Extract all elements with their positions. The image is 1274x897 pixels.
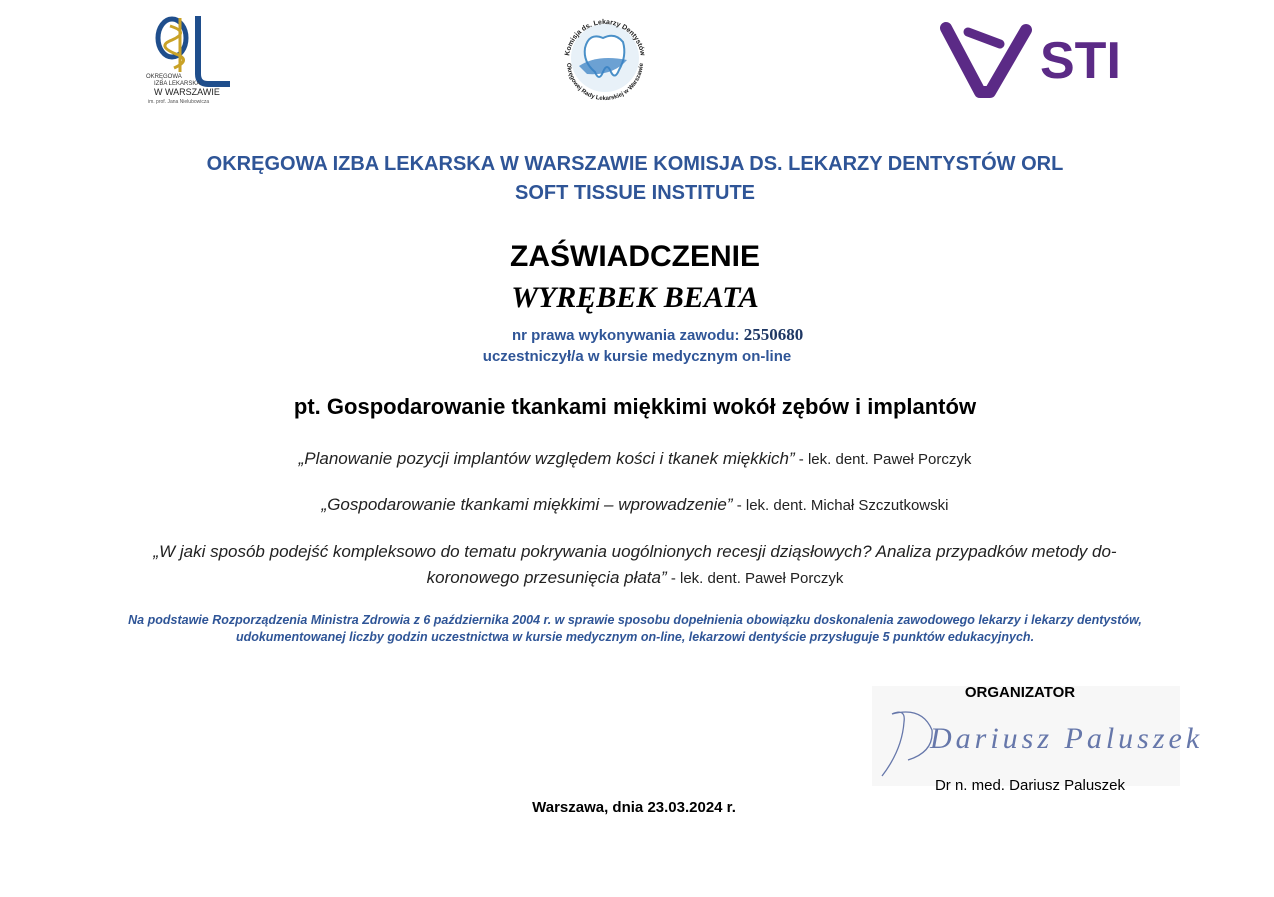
participation-statement: uczestniczył/a w kursie medycznym on-line: [482, 348, 792, 365]
svg-text:W WARSZAWIE: W WARSZAWIE: [154, 87, 220, 97]
tooth-seal-icon: [553, 10, 657, 104]
place-and-date: Warszawa, dnia 23.03.2024 r.: [532, 799, 736, 816]
caduceus-icon: [140, 12, 240, 107]
handwritten-signature: [872, 700, 1204, 780]
license-line: [512, 324, 803, 347]
lecture-item: [130, 539, 1140, 592]
svg-text:IZBA LEKARSKA: IZBA LEKARSKA: [154, 81, 201, 87]
lecture-title: „Planowanie pozycji implantów względem kości i tkanek miękkich”: [298, 449, 795, 468]
lecture-title: „W jaki sposób podejść kompleksowo do tematu pokrywania uogólnionych recesji dziąsłowych? Analiza przypadków metody do-koronowego przesunięcia płata”: [153, 542, 1117, 587]
signer-name: Dr n. med. Dariusz Paluszek: [934, 777, 1126, 794]
license-number: 2550680: [743, 325, 804, 344]
svg-text:Komisja ds. Lekarzy Dentystów: Komisja ds. Lekarzy Dentystów: [564, 18, 646, 57]
svg-text:OKRĘGOWA: OKRĘGOWA: [146, 74, 182, 80]
lecturer-name: - lek. dent. Michał Szczutkowski: [732, 497, 949, 514]
svg-text:Dariusz Paluszek: Dariusz Paluszek: [930, 722, 1204, 755]
recipient-name: WYRĘBEK BEATA: [511, 281, 759, 314]
svg-text:im. prof. Jana Nielubowicza: im. prof. Jana Nielubowicza: [148, 99, 210, 105]
lecture-title: „Gospodarowanie tkankami miękkimi – wprowadzenie”: [321, 495, 733, 514]
svg-text:Okręgowej Rady Lekarskiej w Wa: Okręgowej Rady Lekarskiej w Warszawie: [564, 62, 646, 103]
organization-subheading: SOFT TISSUE INSTITUTE: [514, 182, 755, 204]
lecturer-name: - lek. dent. Paweł Porczyk: [666, 570, 844, 587]
legal-note: Na podstawie Rozporządzenia Ministra Zdrowia z 6 października 2004 r. w sprawie sposobu dopełnienia obowiązku doskonalenia zawodowego lekarzy i lekarzy dentystów, udokumentowanej liczby godzin uczestnictwa w kursie medycznym on-line, lekarzowi dentyście przysługuje 5 punktów edukacyjnych.: [128, 613, 1142, 644]
lecture-item: [0, 492, 1270, 519]
komisja-logo: [553, 10, 657, 104]
sti-logo: [940, 20, 1135, 98]
course-title: pt. Gospodarowanie tkankami miękkimi wokół zębów i implantów: [293, 394, 977, 419]
license-label: nr prawa wykonywania zawodu:: [512, 327, 740, 344]
organizer-label: ORGANIZATOR: [964, 684, 1076, 701]
document-title: ZAŚWIADCZENIE: [510, 240, 760, 273]
oil-logo: [140, 12, 240, 107]
lecturer-name: - lek. dent. Paweł Porczyk: [794, 451, 972, 468]
lecture-item: [0, 446, 1270, 473]
sti-logo-text: STI: [1040, 32, 1121, 90]
organization-heading: OKRĘGOWA IZBA LEKARSKA W WARSZAWIE KOMISJA DS. LEKARZY DENTYSTÓW ORL: [206, 153, 1064, 175]
sti-v-mark-icon: [946, 28, 1026, 92]
